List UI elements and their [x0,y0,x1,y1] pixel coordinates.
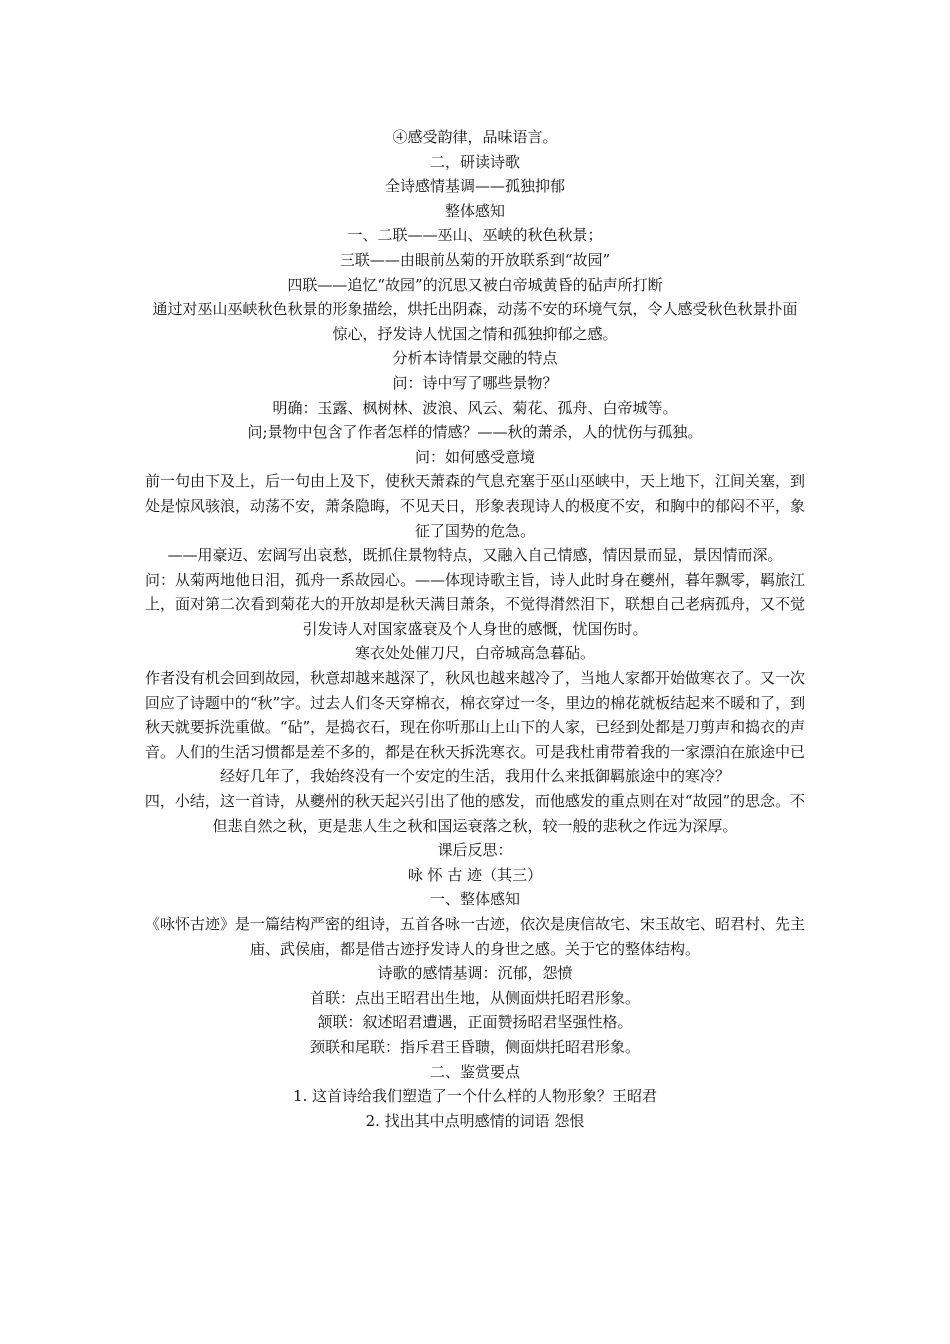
poem-title: 咏 怀 古 迹（其三） [407,865,543,884]
text-line: 一、二联——巫山、巫峡的秋色秋景； [347,226,603,245]
question-line: 问;景物中包含了作者怎样的情感？——秋的萧杀，人的忧伤与孤独。 [247,423,703,442]
poem-line: 寒衣处处催刀尺，白帝城高急暮砧。 [354,644,595,663]
subheading: 分析本诗情景交融的特点 [392,349,558,368]
paragraph: 问：从菊两地他日泪，孤舟一系故园心。——体现诗歌主旨，诗人此时身在夔州，暮年飘零，羁旅江上，面对第二次看到菊花大的开放却是秋天满目萧条，不觉得潸然泪下，联想自己老病孤舟，又不觉引发诗人对国家盛衰及个人身世的感慨，忧国伤时。 [144,570,805,638]
summary-paragraph: 四，小结，这一首诗，从夔州的秋天起兴引出了他的感发，而他感发的重点则在对“故园”的思念。不但悲自然之秋，更是悲人生之秋和国运衰落之秋，较一般的悲秋之作远为深厚。 [144,792,806,835]
paragraph: 《咏怀古迹》是一篇结构严密的组诗，五首各咏一古迹，依次是庚信故宅、宋玉故宅、昭君村、先主庙、武侯庙，都是借古迹抒发诗人的身世之感。关于它的整体结构。 [144,915,805,958]
question-line: 问：如何感受意境 [414,447,535,466]
reflection-label: 课后反思： [437,841,513,860]
section-heading: 二、鉴赏要点 [429,1062,520,1081]
paragraph: 作者没有机会回到故园，秋意却越来越深了，秋风也越来越冷了，当地人家都开始做寒衣了。又一次回应了诗题中的“秋”字。过去人们冬天穿棉衣，棉衣穿过一冬，里边的棉花就板结起来不暖和了，到秋天就要拆洗重做。“砧”，是捣衣石，现在你听那山上山下的人家，已经到处都是刀剪声和捣衣的声音。人们的生活习惯都是差不多的，都是在秋天拆洗寒衣。可是我杜甫带着我的一家漂泊在旅途中已经好几年了，我始终没有一个安定的生活，我用什么来抵御羁旅途中的寒冷？ [144,669,806,786]
paragraph: ——用豪迈、宏阔写出哀愁，既抓住景物特点，又融入自己情感，情因景而显，景因情而深。 [167,546,783,565]
answer-line: 明确：玉露、枫树林、波浪、风云、菊花、孤舟、白帝城等。 [272,398,678,417]
paragraph: 通过对巫山巫峡秋色秋景的形象描绘，烘托出阴森，动荡不安的环境气氛，令人感受秋色秋景扑面惊心，抒发诗人忧国之情和孤独抑郁之感。 [152,300,798,343]
section-heading: 二，研读诗歌 [429,152,520,171]
subheading: 整体感知 [444,201,505,220]
text-line: 三联——由眼前丛菊的开放联系到“故园” [339,250,611,269]
text-line: 颔联：叙述昭君遭遇，正面赞扬昭君坚强性格。 [317,1013,633,1032]
text-line: 首联：点出王昭君出生地，从侧面烘托昭君形象。 [309,988,640,1007]
document-page [140,125,810,1133]
question-line: 2. 找出其中点明感情的词语 怨恨 [365,1111,585,1130]
text-line: ④感受韵律，品味语言。 [392,128,558,146]
question-line: 1. 这首诗给我们塑造了一个什么样的人物形象？王昭君 [292,1087,658,1106]
paragraph: 前一句由下及上，后一句由上及下，使秋天萧森的气息充塞于巫山巫峡中，天上地下，江间关塞，到处是惊风骇浪，动荡不安，萧条隐晦，不见天日，形象表现诗人的极度不安，和胸中的郁闷不平，象征了国势的危急。 [144,472,805,540]
text-line: 四联——追忆“故园”的沉思又被白帝城黄昏的砧声所打断 [287,275,663,294]
section-heading: 一、整体感知 [429,890,520,909]
text-line: 全诗感情基调——孤独抑郁 [384,177,565,196]
text-line: 颈联和尾联：指斥君王昏聩，侧面烘托昭君形象。 [309,1037,640,1056]
text-line: 诗歌的感情基调：沉郁，怨愤 [377,964,573,983]
question-line: 问：诗中写了哪些景物？ [392,373,558,392]
